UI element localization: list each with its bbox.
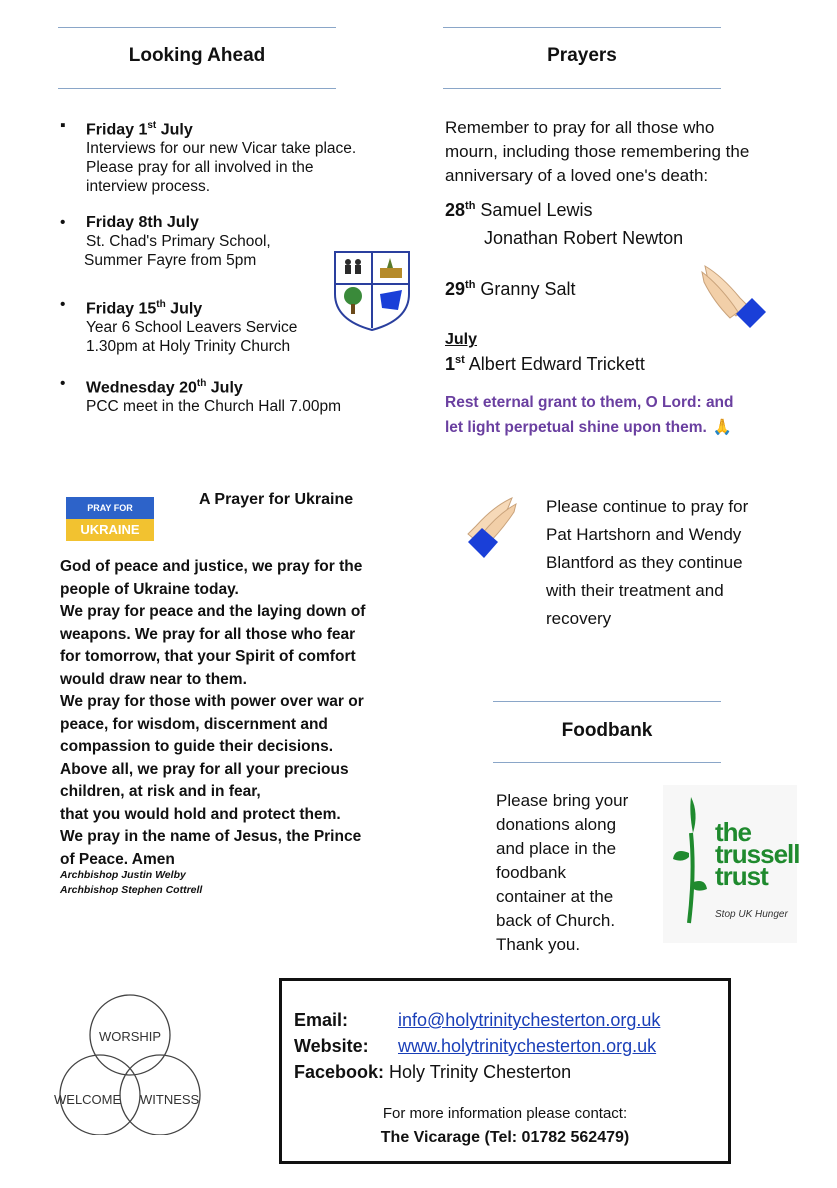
event-line: Summer Fayre from 5pm	[84, 252, 257, 269]
bullet: •	[60, 214, 66, 231]
venn-witness-label: WITNESS	[140, 1092, 200, 1107]
event-title: Friday 8th July	[86, 214, 199, 231]
ukraine-prayer-text: God of peace and justice, we pray for the people of Ukraine today. We pray for peace and the laying down of weapons. We pray for all those who fear for tomorrow, that your Spirit of comfort would draw near to them. We pray for those with power over war or peace, for wisdom, discernment and compassion to guide their decisions. Above all, we pray for all your precious children, at risk and in fear, that you would hold and protect them. We pray in the name of Jesus, the Prince of Peace. Amen	[60, 558, 366, 868]
heading-rule-bottom	[443, 88, 721, 89]
looking-ahead-heading: Looking Ahead	[128, 45, 266, 66]
bullet: •	[60, 296, 66, 313]
email-link[interactable]: info@holytrinitychesterton.org.uk	[398, 1010, 661, 1030]
facebook-label: Facebook:	[294, 1062, 385, 1082]
trussell-tagline: Stop UK Hunger	[715, 909, 788, 920]
heading-rule-top	[443, 27, 721, 28]
rest-eternal-text: Rest eternal grant to them, O Lord: and let light perpetual shine upon them. 🙏	[445, 394, 734, 436]
event-title: Wednesday 20th July	[86, 378, 243, 397]
pray-for-ukraine-badge: PRAY FOR UKRAINE	[66, 497, 154, 541]
event-line: Interviews for our new Vicar take place.	[86, 140, 357, 158]
prayers-intro: Remember to pray for all those who mourn, including those remembering the anniversary of a loved one's death:	[445, 118, 750, 185]
heading-rule-top	[493, 701, 721, 702]
ukraine-prayer-title: A Prayer for Ukraine	[199, 491, 354, 508]
prayer-date-29: 29th Granny Salt	[445, 279, 576, 299]
more-info-text: For more information please contact:	[382, 1105, 628, 1122]
facebook-row	[294, 1062, 571, 1083]
praying-hands-icon	[700, 262, 770, 334]
ukraine-prayer-signature: Archbishop Justin Welby Archbishop Stephen Cottrell	[60, 869, 203, 896]
bullet: ▪	[60, 117, 66, 134]
heading-rule-bottom	[58, 88, 336, 89]
trussell-trust: trust	[715, 861, 768, 891]
event-title: Friday 1st July	[86, 120, 193, 139]
trussell-trust-logo	[663, 785, 800, 943]
praying-hands-icon	[446, 492, 522, 562]
venn-worship-label: WORSHIP	[98, 1029, 162, 1044]
website-link[interactable]: www.holytrinitychesterton.org.uk	[398, 1036, 657, 1056]
website-row	[294, 1036, 656, 1057]
continue-prayer-text: Please continue to pray for Pat Hartshorn and Wendy Blantford as they continue with their treatment and recovery	[546, 497, 749, 628]
foodbank-text: Please bring your donations along and place in the foodbank container at the back of Church. Thank you.	[496, 791, 629, 954]
event-title: Friday 15th July	[86, 299, 203, 318]
vicarage-contact: The Vicarage (Tel: 01782 562479)	[380, 1129, 630, 1146]
contact-box	[279, 978, 731, 1164]
event-line: Year 6 School Leavers Service	[86, 319, 298, 337]
trussell-the: the	[715, 817, 751, 847]
heading-rule-bottom	[493, 762, 721, 763]
bullet: •	[60, 375, 66, 392]
event-line: St. Chad's Primary School,	[86, 233, 271, 250]
event-line: 1.30pm at Holy Trinity Church	[86, 338, 291, 356]
july-label: July	[445, 331, 478, 348]
prayer-name: Jonathan Robert Newton	[484, 228, 684, 248]
foodbank-heading: Foodbank	[561, 720, 653, 741]
website-label: Website:	[294, 1036, 369, 1056]
email-label: Email:	[294, 1010, 349, 1030]
event-line: interview process.	[86, 178, 211, 196]
email-row	[294, 1010, 660, 1031]
trussell-name: trussell	[715, 839, 800, 869]
prayer-date-28: 28th Samuel Lewis	[445, 200, 593, 220]
prayers-heading: Prayers	[547, 45, 617, 66]
venn-diagram	[50, 983, 214, 1135]
prayer-date-1: 1st Albert Edward Trickett	[445, 354, 645, 374]
praying-hands-small-icon: 🙏	[712, 419, 733, 436]
school-crest-image	[332, 250, 412, 337]
facebook-value: Holy Trinity Chesterton	[389, 1062, 572, 1082]
event-line: PCC meet in the Church Hall 7.00pm	[86, 398, 342, 416]
event-line: Please pray for all involved in the	[86, 159, 314, 177]
venn-welcome-label: WELCOME	[54, 1092, 122, 1107]
heading-rule-top	[58, 27, 336, 28]
